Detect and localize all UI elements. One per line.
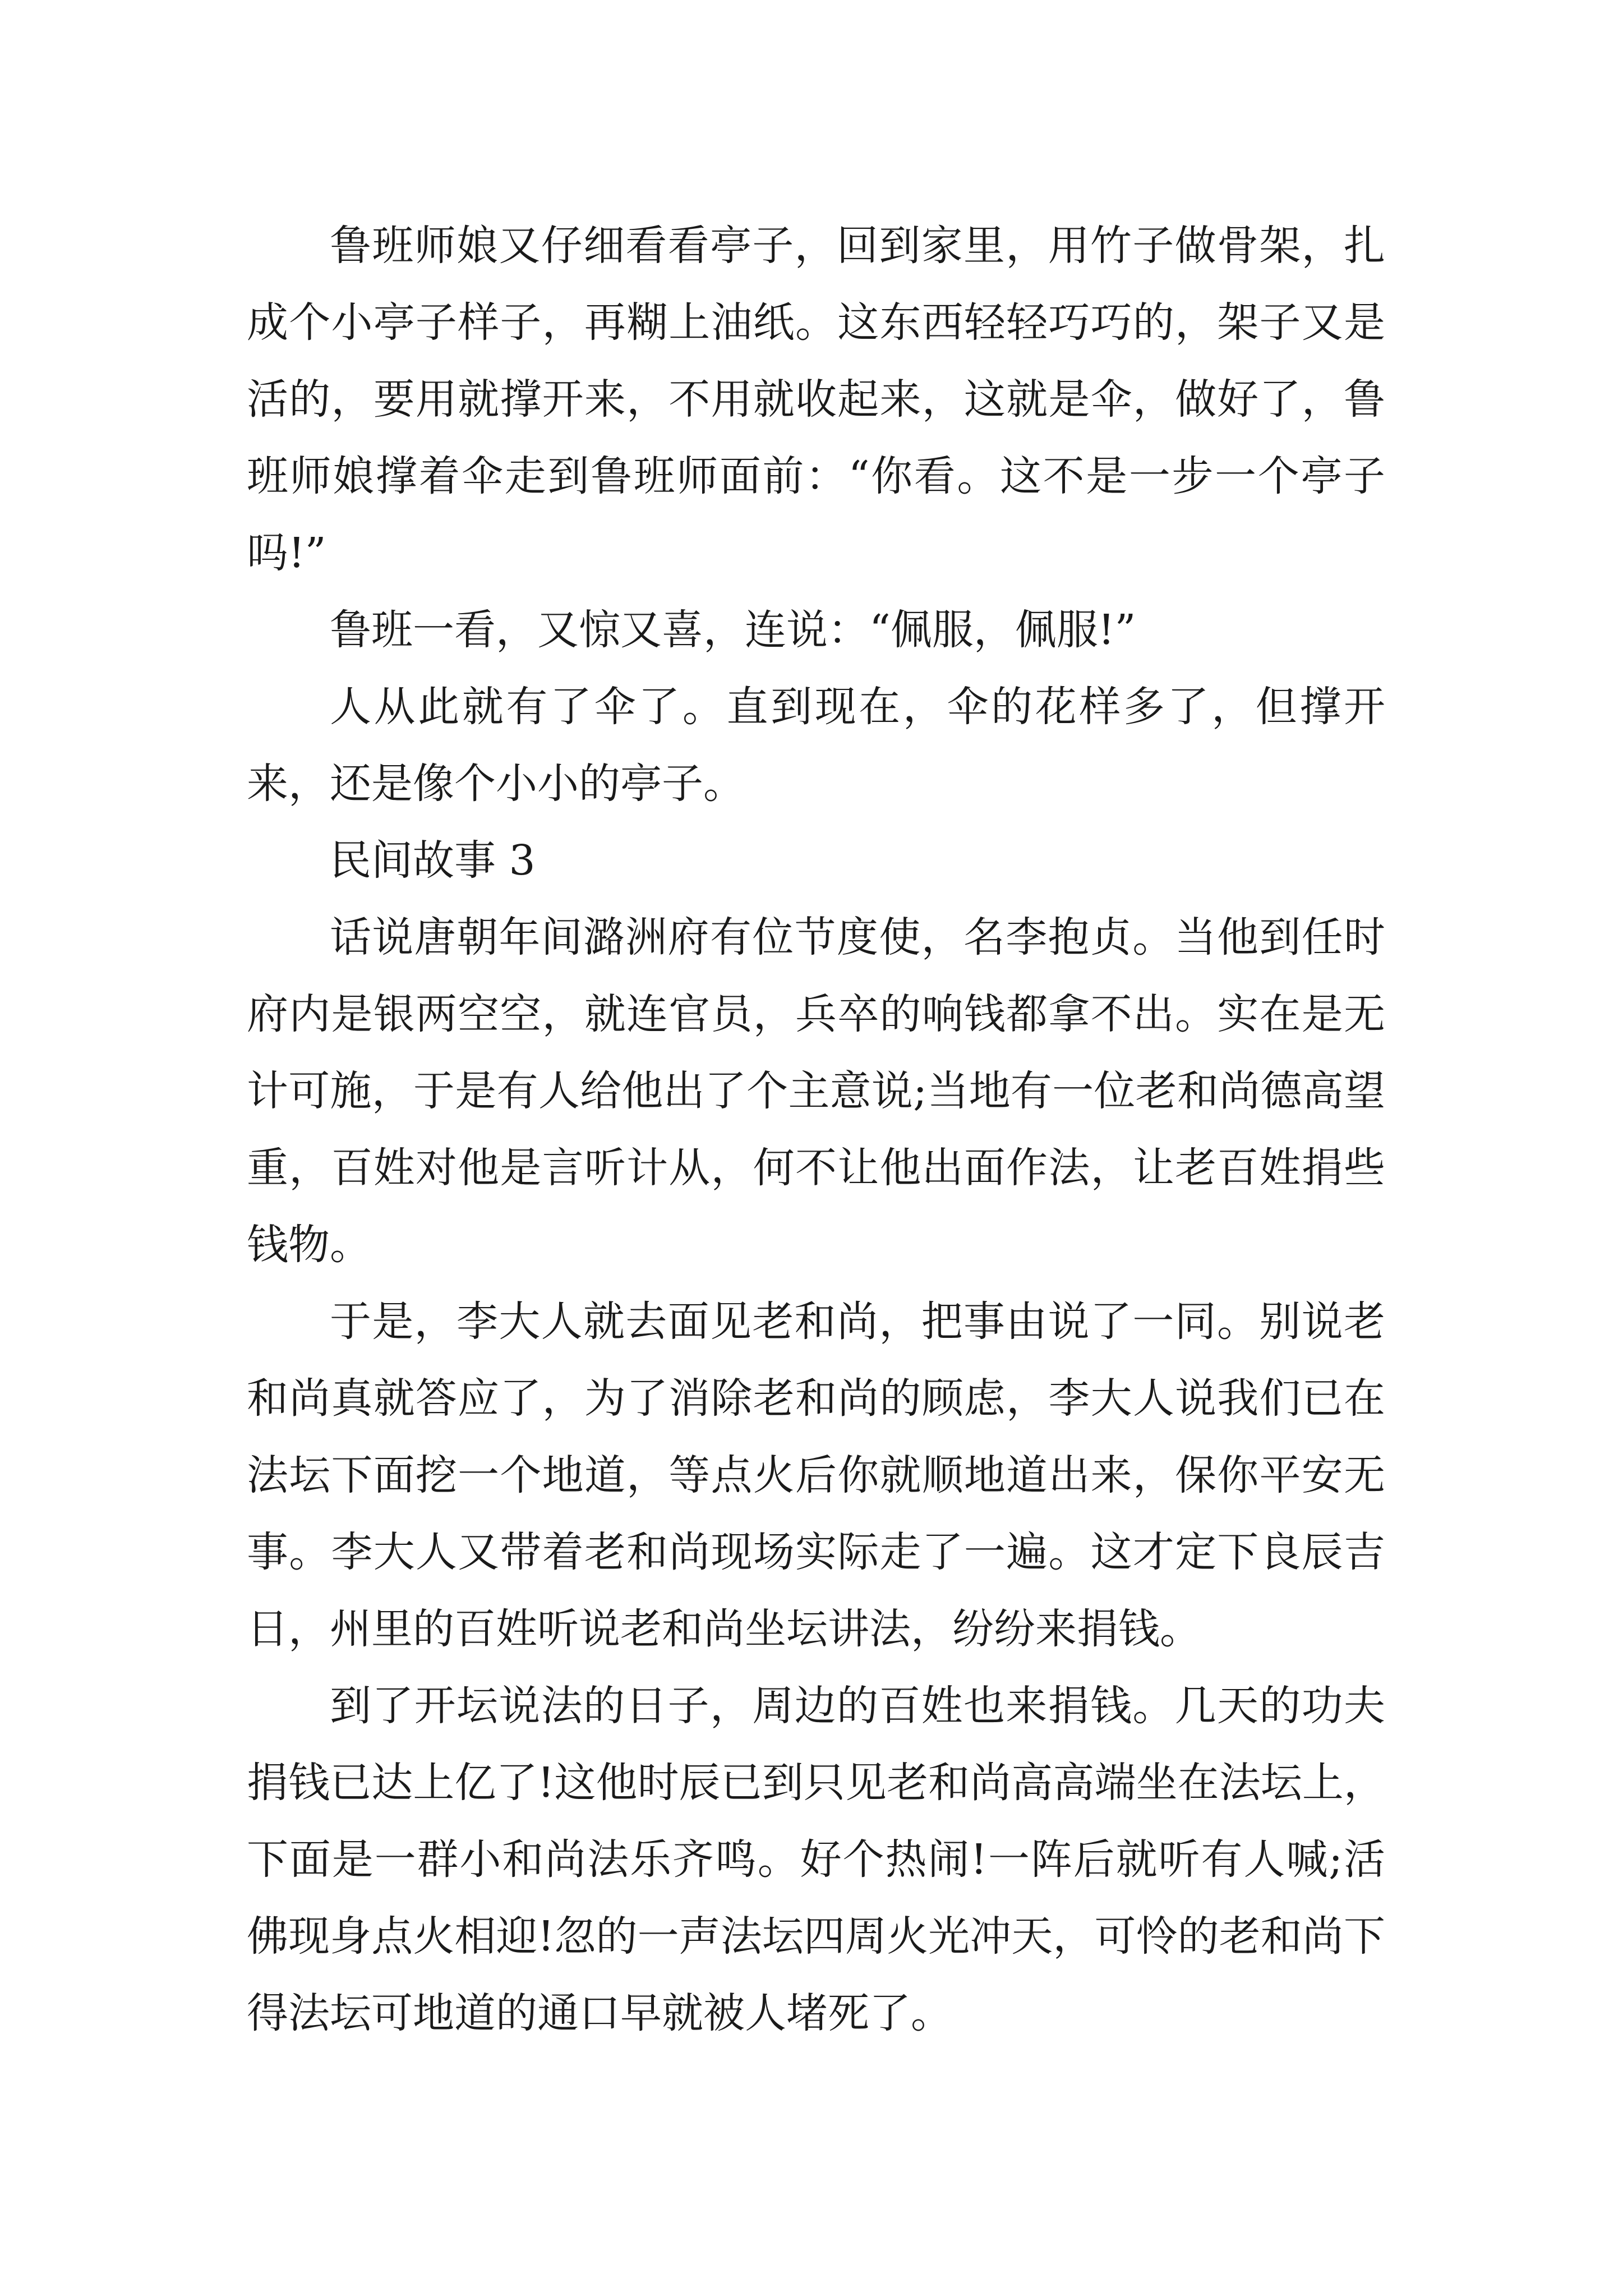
- paragraph-4: 话说唐朝年间潞洲府有位节度使，名李抱贞。当他到任时府内是银两空空，就连官员，兵卒的响钱都拿不出。实在是无计可施，于是有人给他出了个主意说;当地有一位老和尚德高望重，百姓对他是言听计从，何不让他出面作法，让老百姓捐些钱物。: [247, 913, 1385, 1269]
- paragraph-6: 到了开坛说法的日子，周边的百姓也来捐钱。几天的功夫捐钱已达上亿了!这他时辰已到只见老和尚高高端坐在法坛上，下面是一群小和尚法乐齐鸣。好个热闹!一阵后就听有人喊;活佛现身点火相迎!忽的一声法坛四周火光冲天，可怜的老和尚下得法坛可地道的通口早就被人堵死了。: [247, 1682, 1385, 2037]
- section-heading: 民间故事 3: [330, 836, 536, 885]
- paragraph-2: 鲁班一看，又惊又喜，连说：“佩服，佩服!”: [330, 606, 1136, 654]
- paragraph-1: 鲁班师娘又仔细看看亭子，回到家里，用竹子做骨架，扎成个小亭子样子，再糊上油纸。这东西轻轻巧巧的，架子又是活的，要用就撑开来，不用就收起来，这就是伞，做好了，鲁班师娘撑着伞走到鲁班师面前：“你看。这不是一步一个亭子吗!”: [247, 222, 1385, 577]
- paragraph-3: 人从此就有了伞了。直到现在，伞的花样多了，但撑开来，还是像个小小的亭子。: [247, 683, 1385, 808]
- document-body: [247, 208, 1385, 2052]
- paragraph-5: 于是，李大人就去面见老和尚，把事由说了一同。别说老和尚真就答应了，为了消除老和尚的顾虑，李大人说我们已在法坛下面挖一个地道，等点火后你就顺地道出来，保你平安无事。李大人又带着老和尚现场实际走了一遍。这才定下良辰吉日，州里的百姓听说老和尚坐坛讲法，纷纷来捐钱。: [247, 1297, 1385, 1653]
